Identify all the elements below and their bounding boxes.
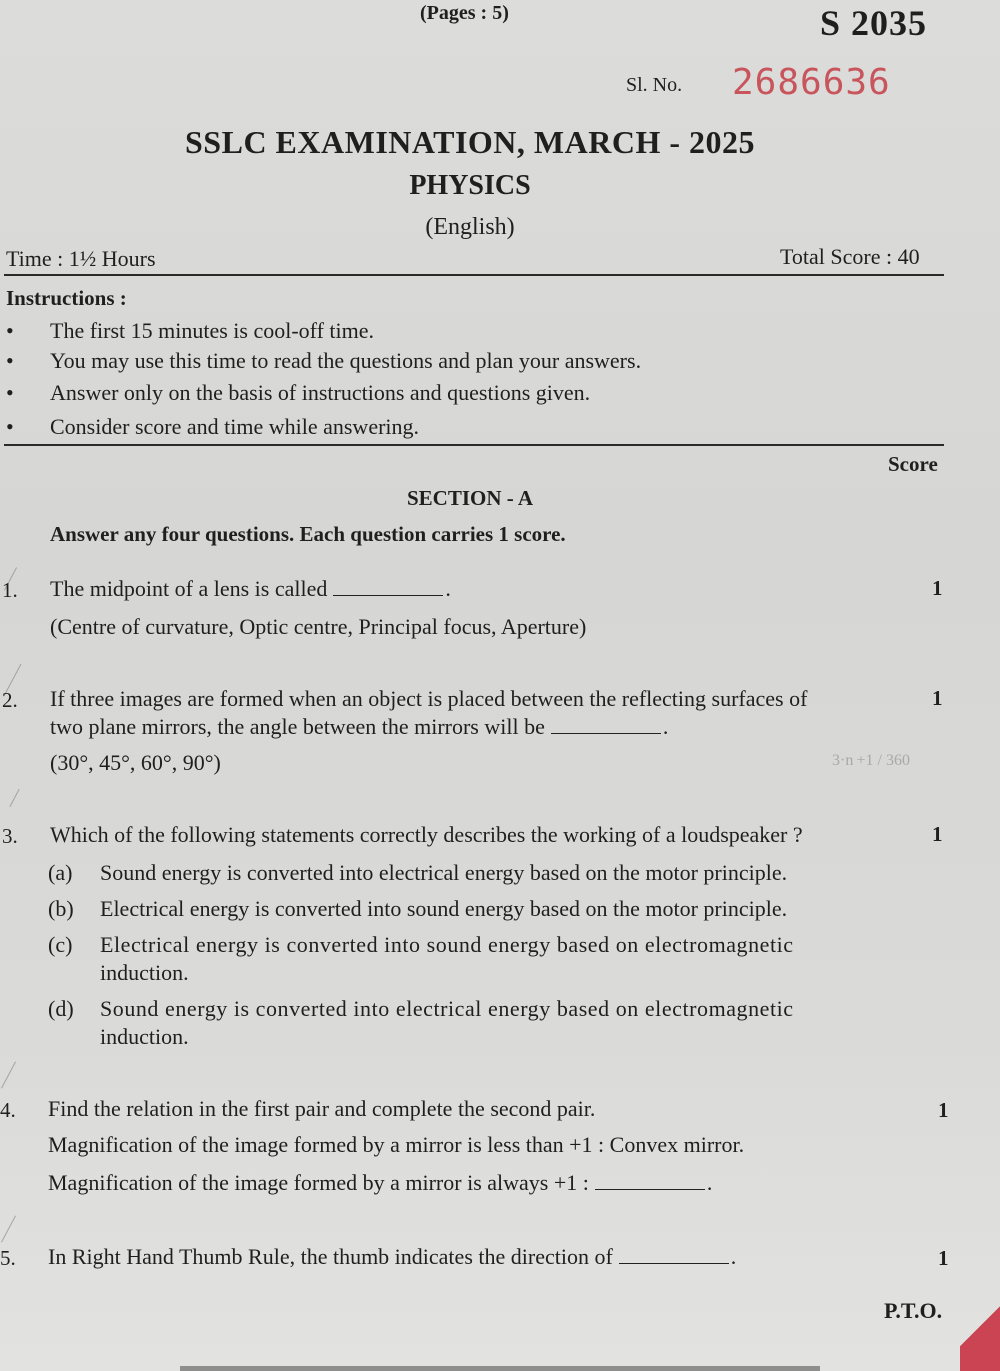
instruction-item: • The first 15 minutes is cool-off time. xyxy=(6,318,375,343)
question-score: 1 xyxy=(932,686,943,710)
question-score: 1 xyxy=(938,1246,949,1270)
section-title: SECTION - A xyxy=(406,486,534,510)
question-text-cont: two plane mirrors, the angle between the mirrors will be . xyxy=(50,714,669,739)
paper-code: S 2035 xyxy=(820,3,928,43)
question-text: The midpoint of a lens is called . xyxy=(50,576,451,601)
question-text: Find the relation in the first pair and complete the second pair. xyxy=(48,1096,596,1121)
time-allowed: Time : 1½ Hours xyxy=(6,246,156,271)
option-text[interactable]: Sound energy is converted into electrical energy based on electromagnetic xyxy=(100,996,794,1021)
exam-title: SSLC EXAMINATION, MARCH - 2025 xyxy=(185,124,755,160)
option-label: (a) xyxy=(48,860,73,885)
question-text: Which of the following statements correctly describes the working of a loudspeaker ? xyxy=(50,822,803,847)
option-text-cont: induction. xyxy=(100,960,189,985)
total-score: Total Score : 40 xyxy=(780,244,920,269)
instruction-item: • Consider score and time while answering. xyxy=(6,414,420,439)
page-count: (Pages : 5) xyxy=(420,2,509,24)
bullet-icon: • xyxy=(6,380,14,405)
option-text[interactable]: Sound energy is converted into electrical energy based on the motor principle. xyxy=(100,860,788,885)
option-label: (b) xyxy=(48,896,74,921)
serial-number: 2686636 xyxy=(732,62,891,103)
question-options: (Centre of curvature, Optic centre, Principal focus, Aperture) xyxy=(50,614,587,639)
question-number: 1. xyxy=(2,578,18,602)
question-pair-prompt: Magnification of the image formed by a mirror is always +1 : . xyxy=(48,1170,713,1195)
option-label: (d) xyxy=(48,996,74,1021)
question-pair-example: Magnification of the image formed by a mirror is less than +1 : Convex mirror. xyxy=(48,1132,745,1157)
bullet-icon: • xyxy=(6,414,14,439)
red-cloth-corner xyxy=(960,1281,1000,1371)
question-options: (30°, 45°, 60°, 90°) xyxy=(50,750,221,775)
pencil-tick-icon xyxy=(1,1062,16,1089)
question-text: In Right Hand Thumb Rule, the thumb indicates the direction of . xyxy=(48,1244,737,1269)
option-text-cont: induction. xyxy=(100,1024,189,1049)
instructions-divider xyxy=(4,444,944,446)
score-column-label: Score xyxy=(888,452,938,476)
question-number: 5. xyxy=(0,1246,16,1270)
option-text[interactable]: Electrical energy is converted into sound energy based on the motor principle. xyxy=(100,896,788,921)
question-score: 1 xyxy=(932,822,943,846)
bullet-icon: • xyxy=(6,348,14,373)
pencil-annotation: 3·n +1 / 360 xyxy=(832,752,910,769)
question-score: 1 xyxy=(938,1098,949,1122)
option-label: (c) xyxy=(48,932,73,957)
section-note: Answer any four questions. Each question carries 1 score. xyxy=(50,522,566,546)
instructions-heading: Instructions : xyxy=(6,286,127,310)
bullet-icon: • xyxy=(6,318,14,343)
question-number: 2. xyxy=(2,688,18,712)
answer-blank[interactable] xyxy=(595,1189,705,1190)
question-score: 1 xyxy=(932,576,943,600)
question-number: 3. xyxy=(2,824,18,848)
question-number: 4. xyxy=(0,1098,16,1122)
please-turn-over: P.T.O. xyxy=(884,1298,943,1323)
language-label: (English) xyxy=(425,214,515,240)
option-text[interactable]: Electrical energy is converted into sound energy based on electromagnetic xyxy=(100,932,794,957)
serial-label: Sl. No. xyxy=(626,74,683,96)
answer-blank[interactable] xyxy=(333,595,443,596)
instruction-item: • You may use this time to read the questions and plan your answers. xyxy=(6,348,642,373)
pencil-tick-icon xyxy=(1,1216,16,1243)
question-text: If three images are formed when an object is placed between the reflecting surfaces of xyxy=(50,686,808,711)
answer-blank[interactable] xyxy=(551,733,661,734)
instruction-item: • Answer only on the basis of instructions and questions given. xyxy=(6,380,591,405)
answer-blank[interactable] xyxy=(619,1263,729,1264)
subject-title: PHYSICS xyxy=(409,170,531,201)
page-bottom-edge xyxy=(180,1366,820,1371)
pencil-tick-icon xyxy=(9,789,19,807)
header-divider xyxy=(4,274,944,276)
